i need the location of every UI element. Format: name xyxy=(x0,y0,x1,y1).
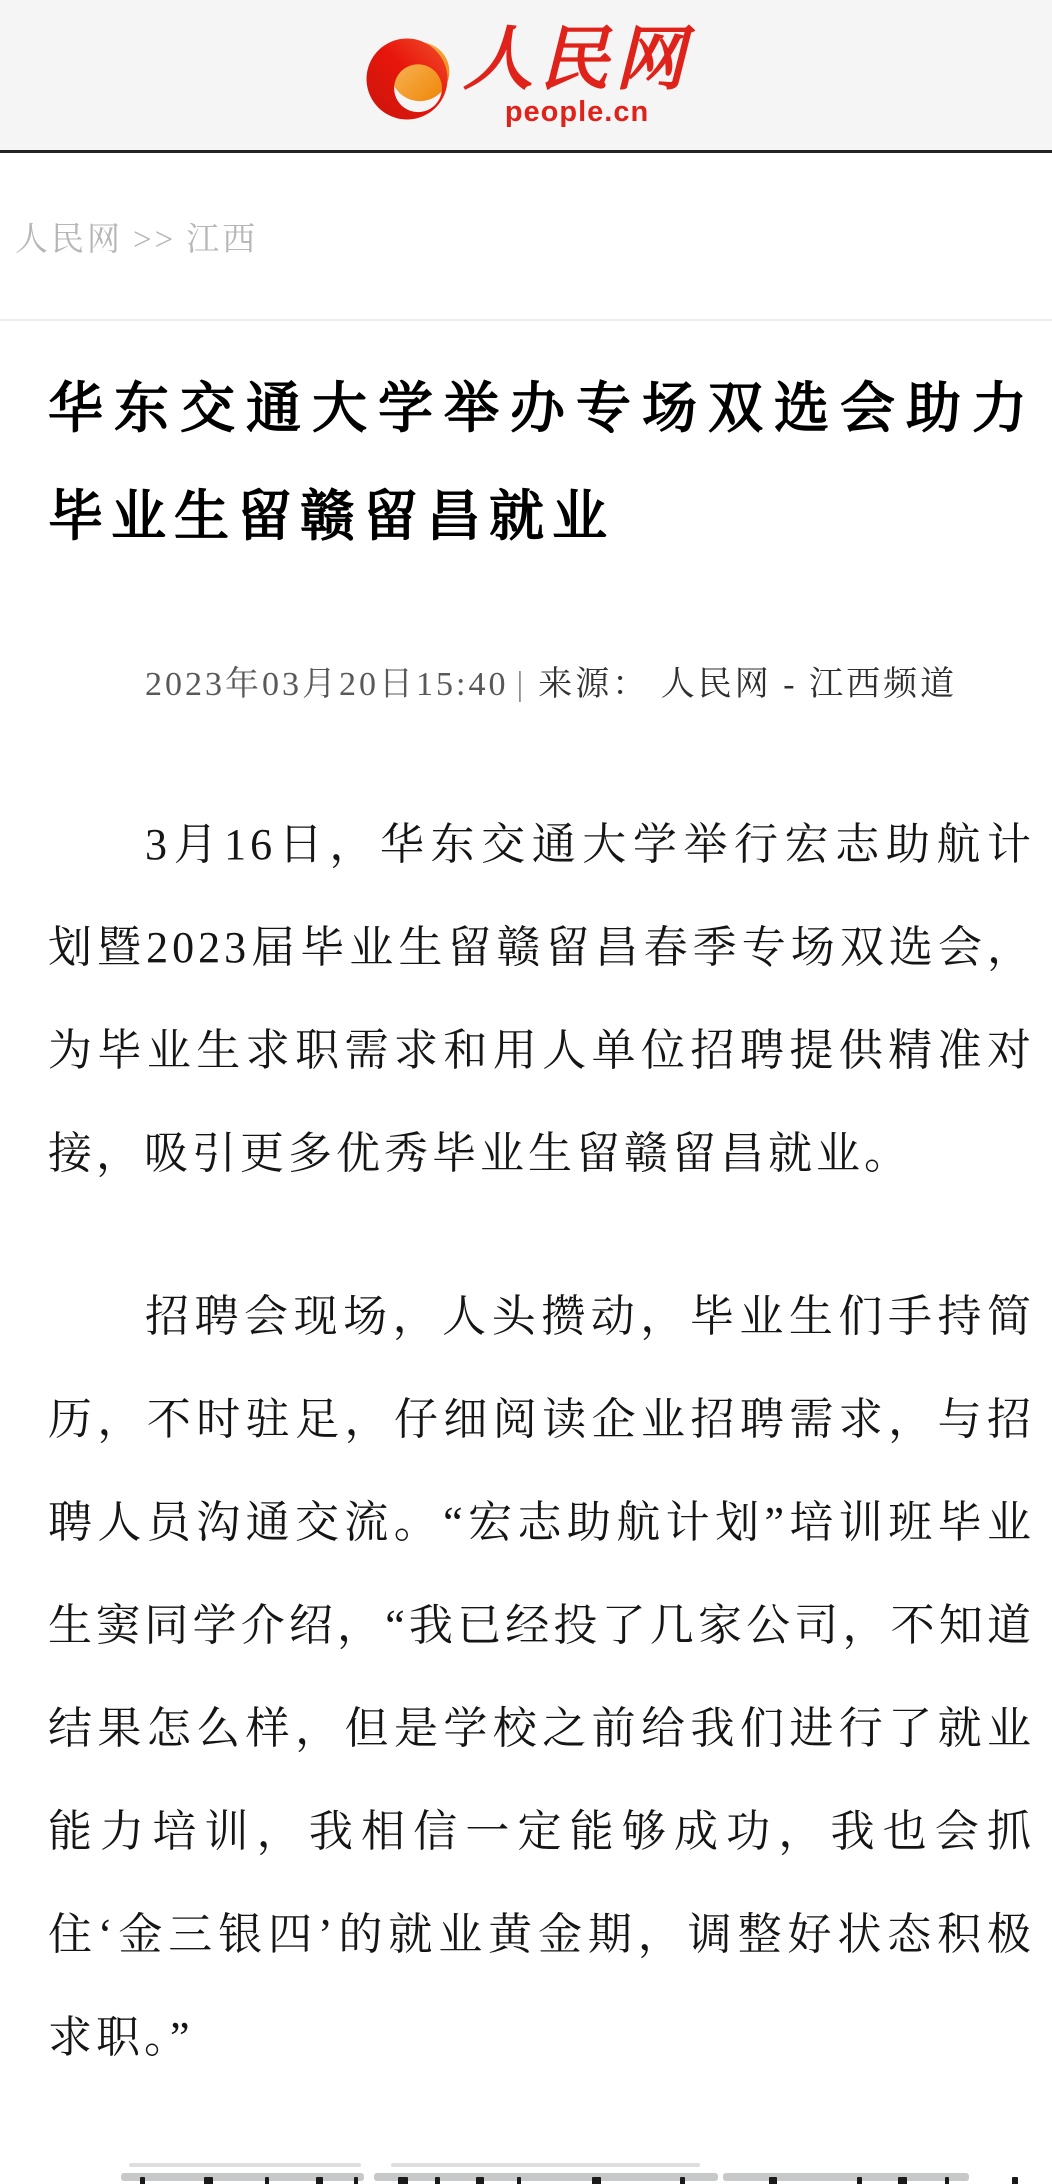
source-label: 来源： xyxy=(538,666,650,703)
article-meta xyxy=(48,661,1035,709)
cutoff-text-fragment xyxy=(140,2177,145,2184)
article-paragraph: 3月16日，华东交通大学举行宏志助航计划暨2023届毕业生留赣留昌春季专场双选会，为毕业生求职需求和用人单位招聘提供精准对接，吸引更多优秀毕业生留赣留昌就业。 xyxy=(48,820,1035,1178)
source-link[interactable]: 人民网 - 江西频道 xyxy=(660,666,958,703)
cutoff-text-fragment xyxy=(265,2177,269,2184)
cutoff-highlighted-line xyxy=(0,2158,1052,2184)
brand-name-en: people.cn xyxy=(504,96,650,128)
cutoff-text-fragment xyxy=(517,2177,521,2184)
people-cn-logo-link[interactable] xyxy=(361,23,691,127)
article xyxy=(0,355,1052,2089)
logo-text-column xyxy=(463,23,691,127)
cutoff-text-fragment xyxy=(204,2177,213,2184)
cutoff-text-fragment xyxy=(898,2177,907,2184)
highlight-bar xyxy=(723,2173,969,2181)
cutoff-text-fragment xyxy=(476,2177,484,2184)
people-cn-logo-icon xyxy=(361,33,453,125)
highlight-bar-light xyxy=(391,2163,700,2167)
highlight-bar xyxy=(121,2173,364,2181)
cutoff-text-fragment xyxy=(945,2177,949,2184)
cutoff-text-fragment xyxy=(316,2177,323,2184)
breadcrumb-bar xyxy=(0,153,1052,321)
site-header xyxy=(0,0,1052,153)
cutoff-text-fragment xyxy=(857,2177,862,2184)
article-body xyxy=(48,793,1035,2089)
highlight-bar xyxy=(374,2173,718,2181)
article-paragraph: 招聘会现场，人头攒动，毕业生们手持简历，不时驻足，仔细阅读企业招聘需求，与招聘人员沟通交流。“宏志助航计划”培训班毕业生窦同学介绍，“我已经投了几家公司，不知道结果怎么样，但是学校之前给我们进行了就业能力培训，我相信一定能够成功，我也会抓住‘金三银四’的就业黄金期，调整好状态积极求职。” xyxy=(48,1292,1035,2062)
article-title: 华东交通大学举办专场双选会助力毕业生留赣留昌就业 xyxy=(48,378,1035,547)
cutoff-text-fragment xyxy=(354,2177,358,2184)
meta-separator: | xyxy=(516,666,527,703)
cutoff-text-fragment xyxy=(398,2177,408,2184)
publish-date: 2023年03月20日15:40 xyxy=(145,666,509,703)
breadcrumb-section-link[interactable]: 江西 xyxy=(186,221,259,258)
cutoff-text-fragment xyxy=(769,2177,777,2184)
cutoff-text-fragment xyxy=(1012,2177,1018,2184)
cutoff-text-fragment xyxy=(435,2177,440,2184)
breadcrumb-site-link[interactable]: 人民网 xyxy=(15,221,123,258)
cutoff-text-fragment xyxy=(592,2177,601,2184)
cutoff-text-fragment xyxy=(680,2177,685,2184)
breadcrumb xyxy=(15,213,258,260)
breadcrumb-separator: >> xyxy=(133,221,177,258)
highlight-bar-light xyxy=(129,2163,361,2167)
brand-name-cn: 人民网 xyxy=(463,22,691,99)
